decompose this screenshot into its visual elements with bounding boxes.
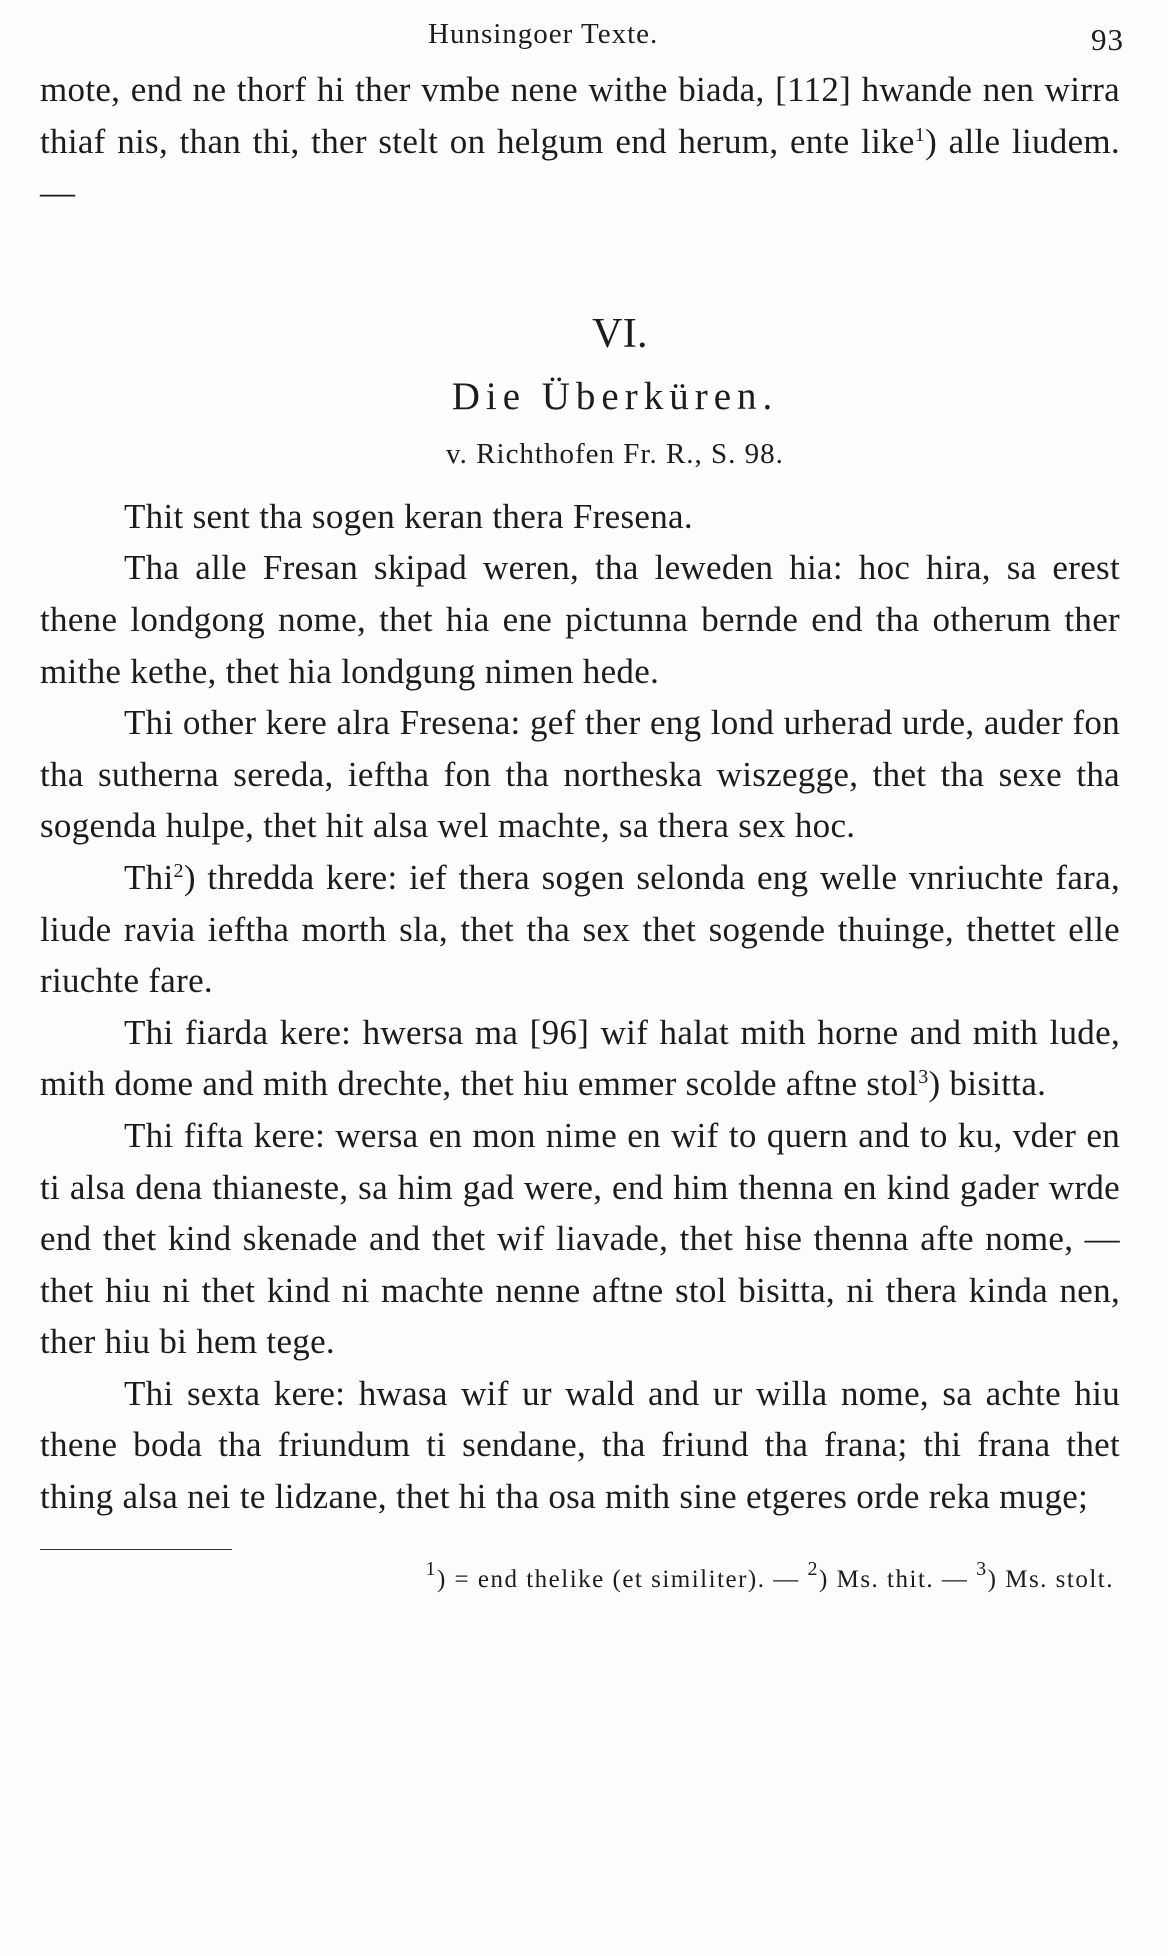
page-number: 93 — [1091, 22, 1124, 57]
footnote-ref: 1 — [914, 123, 926, 146]
section-number: VI. — [592, 310, 648, 357]
footnote-mark: 3 — [976, 1557, 988, 1580]
footnote-ref: 2 — [173, 859, 184, 882]
running-head — [40, 18, 1124, 64]
footnotes — [40, 1557, 1120, 1594]
book-page — [40, 18, 1124, 1594]
paragraph: Thi$^2$) thredda kere: ief thera sogen selonda eng welle vnriuchte fara, liude ravia ieftha morth sla, thet tha sex thet sogende thuinge, thettet elle riuchte fare. — [40, 857, 1120, 1001]
footnote-1: ) = end thelike (et similiter). — — [436, 1565, 800, 1593]
section-source: v. Richthofen Fr. R., S. 98. — [446, 437, 784, 470]
footnote-3: ) Ms. stolt. — [987, 1565, 1114, 1593]
continuation-paragraph: mote, end ne thorf hi ther vmbe nene withe biada, [112] hwande nen wirra thiaf nis, than thi, ther stelt on helgum end herum, ente like$^1$) alle liudem. — — [40, 70, 1120, 213]
footnote-mark: 1 — [425, 1557, 437, 1580]
paragraph: Thi fifta kere: wersa en mon nime en wif to quern and to ku, vder en ti alsa dena thianeste, sa him gad were, end him thenna en kind gader wrde end thet kind skenade and thet wif liavade, thet hise thenna afte nome, — thet hiu ni thet kind ni machte nenne aftne stol bisitta, ni thera kinda nen, ther hiu bi hem tege. — [40, 1115, 1120, 1362]
footnote-rule — [40, 1549, 232, 1550]
paragraph: Thi sexta kere: hwasa wif ur wald and ur willa nome, sa achte hiu thene boda tha friundum ti sendane, tha friund tha frana; thi frana thet thing alsa nei te lidzane, thet hi tha osa mith sine etgeres orde reka muge; — [40, 1373, 1120, 1517]
footnote-mark: 2 — [807, 1557, 820, 1580]
paragraph: Thi fiarda kere: hwersa ma [96] wif halat mith horne and mith lude, mith dome and mith drechte, thet hiu emmer scolde aftne stol$^3$) bisitta. — [40, 1012, 1120, 1104]
footnote-2: ) Ms. thit. — — [819, 1565, 969, 1593]
paragraph: Thi other kere alra Fresena: gef ther eng lond urherad urde, auder fon tha sutherna sereda, ieftha fon tha northeska wiszegge, thet tha sexe tha sogenda hulpe, thet hit alsa wel machte, sa thera sex hoc. — [40, 703, 1120, 846]
footnote-ref: 3 — [918, 1066, 929, 1089]
body-text — [40, 64, 1120, 1523]
section-title: Die Überküren. — [451, 374, 779, 418]
running-title: Hunsingoer Texte. — [428, 18, 659, 50]
paragraph: Thit sent tha sogen keran thera Fresena. — [124, 496, 693, 536]
paragraph: Tha alle Fresan skipad weren, tha leweden hia: hoc hira, sa erest thene londgong nome, thet hia ene pictunna bernde end tha otherum ther mithe kethe, thet hia londgung nimen hede. — [40, 548, 1120, 691]
